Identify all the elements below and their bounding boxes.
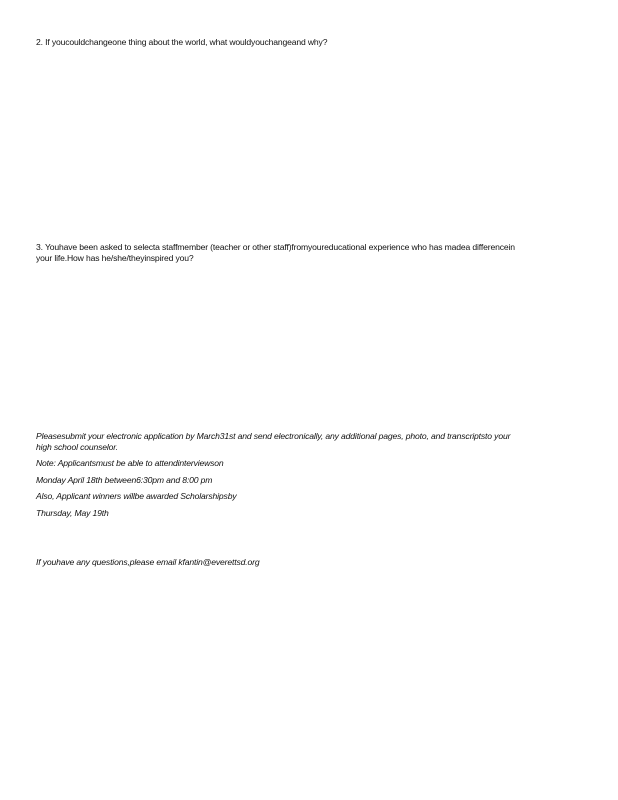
question-3 [36, 242, 584, 263]
question-2: 2. If youcouldchangeone thing about the world, what wouldyouchangeand why? [36, 37, 328, 47]
submission-instructions [36, 431, 510, 452]
question-3-line-1: 3. Youhave been asked to selecta staffmember (teacher or other staff)fromyoureducational experience who has madea differencein [36, 242, 515, 252]
contact-line: If youhave any questions,please email kfantin@everettsd.org [36, 557, 260, 567]
award-line: Also, Applicant winners willbe awarded Scholarshipsby [36, 491, 237, 501]
award-date: Thursday, May 19th [36, 508, 109, 518]
interview-date: Monday April 18th between6:30pm and 8:00 pm [36, 475, 213, 485]
submission-line-2: high school counselor. [36, 441, 118, 452]
submission-line-1: Pleasesubmit your electronic application by March31st and send electronically, any additional pages, photo, and transcriptsto your [36, 431, 511, 441]
question-3-line-2: your life.How has he/she/theyinspired you? [36, 252, 194, 263]
interview-note: Note: Applicantsmust be able to attendinterviewson [36, 458, 224, 468]
